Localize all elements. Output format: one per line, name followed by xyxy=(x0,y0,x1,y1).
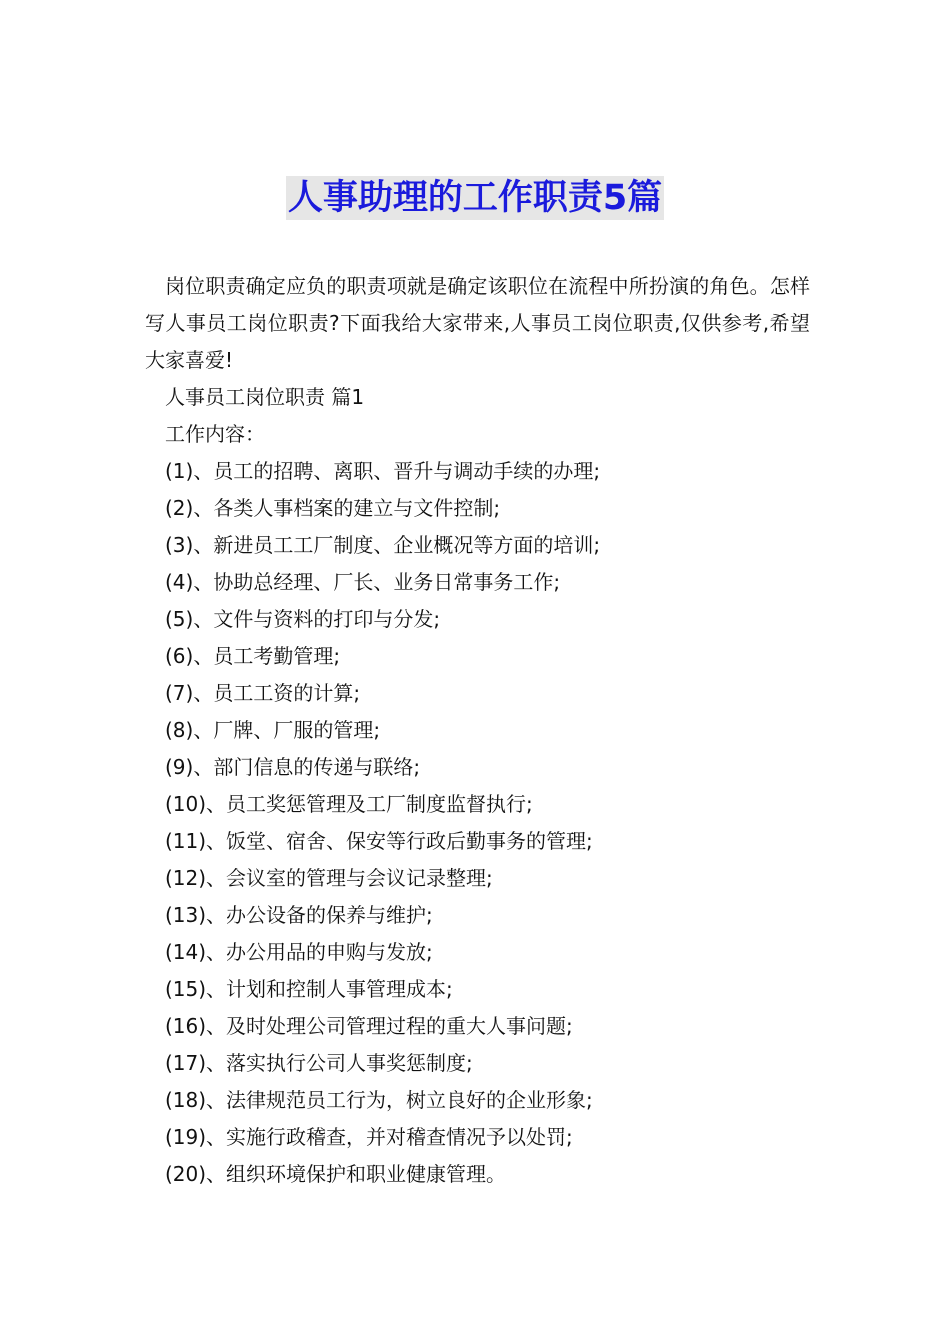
list-item: (6)、员工考勤管理; xyxy=(165,644,341,668)
list-item: (10)、员工奖惩管理及工厂制度监督执行; xyxy=(165,792,533,816)
list-item: (13)、办公设备的保养与维护; xyxy=(165,903,433,927)
list-item: (15)、计划和控制人事管理成本; xyxy=(165,977,453,1001)
list-item: (16)、及时处理公司管理过程的重大人事问题; xyxy=(165,1014,573,1038)
document-body xyxy=(145,268,810,1193)
section-heading: 人事员工岗位职责 篇1 xyxy=(165,385,365,409)
list-item: (9)、部门信息的传递与联络; xyxy=(165,755,421,779)
list-item: (8)、厂牌、厂服的管理; xyxy=(165,718,381,742)
list-item: (20)、组织环境保护和职业健康管理。 xyxy=(165,1162,507,1186)
list-item: (2)、各类人事档案的建立与文件控制; xyxy=(165,496,501,520)
list-item: (11)、饭堂、宿舍、保安等行政后勤事务的管理; xyxy=(165,829,593,853)
list-item: (5)、文件与资料的打印与分发; xyxy=(165,607,441,631)
list-item: (4)、协助总经理、厂长、业务日常事务工作; xyxy=(165,570,561,594)
list-item: (17)、落实执行公司人事奖惩制度; xyxy=(165,1051,473,1075)
content-label: 工作内容： xyxy=(165,422,265,446)
list-item: (1)、员工的招聘、离职、晋升与调动手续的办理; xyxy=(165,459,601,483)
document-title: 人事助理的工作职责5篇 xyxy=(287,178,663,218)
list-item: (3)、新进员工工厂制度、企业概况等方面的培训; xyxy=(165,533,601,557)
list-item: (18)、法律规范员工行为，树立良好的企业形象; xyxy=(165,1088,593,1112)
list-item: (12)、会议室的管理与会议记录整理; xyxy=(165,866,493,890)
list-item: (19)、实施行政稽查，并对稽查情况予以处罚; xyxy=(165,1125,573,1149)
list-item: (14)、办公用品的申购与发放; xyxy=(165,940,433,964)
intro-paragraph: 岗位职责确定应负的职责项就是确定该职位在流程中所扮演的角色。怎样写人事员工岗位职责?下面我给大家带来,人事员工岗位职责,仅供参考,希望大家喜爱! xyxy=(145,274,810,372)
title-container xyxy=(0,176,950,220)
list-item: (7)、员工工资的计算; xyxy=(165,681,361,705)
